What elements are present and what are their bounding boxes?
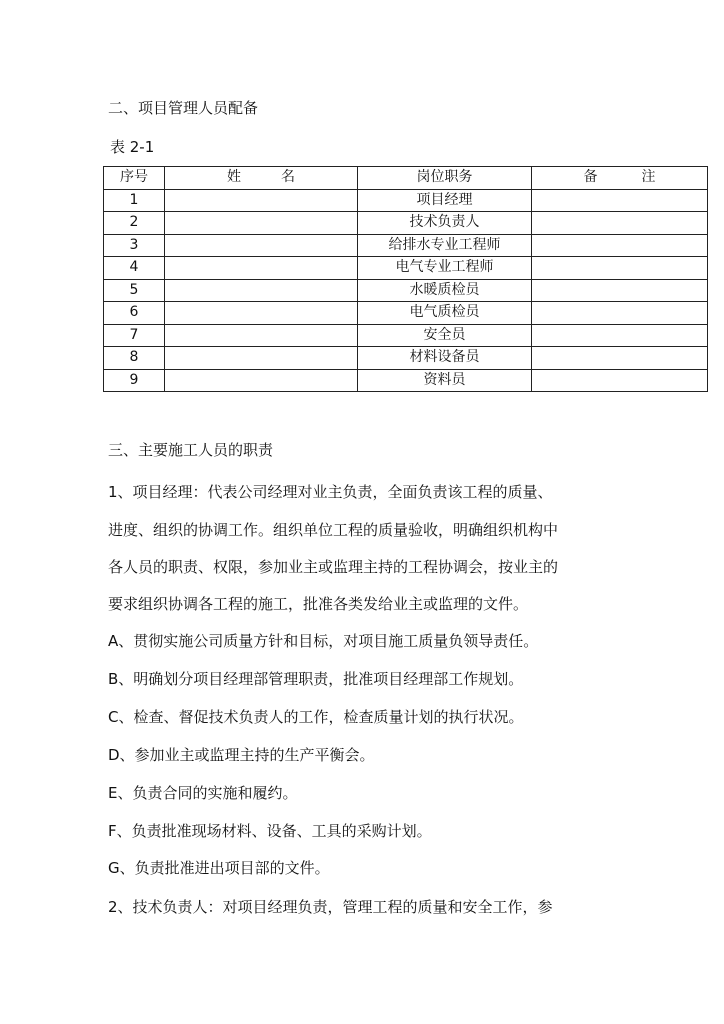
row-name — [165, 234, 358, 257]
row-index: 4 — [104, 257, 165, 280]
row-remarks — [532, 279, 708, 302]
header-position: 岗位职务 — [358, 167, 532, 190]
row-remarks — [532, 212, 708, 235]
header-index: 序号 — [104, 167, 165, 190]
row-remarks — [532, 257, 708, 280]
table-row — [104, 324, 708, 347]
row-remarks — [532, 189, 708, 212]
table-header-row — [104, 167, 708, 190]
row-index: 7 — [104, 324, 165, 347]
table-row — [104, 189, 708, 212]
row-remarks — [532, 234, 708, 257]
row-index: 2 — [104, 212, 165, 235]
staff-table — [103, 166, 708, 392]
row-name — [165, 347, 358, 370]
row-remarks — [532, 347, 708, 370]
row-position: 水暖质检员 — [358, 279, 532, 302]
row-index: 9 — [104, 369, 165, 392]
row-name — [165, 369, 358, 392]
row-index: 1 — [104, 189, 165, 212]
section-3-title: 三、主要施工人员的职责 — [108, 441, 274, 459]
row-position: 安全员 — [358, 324, 532, 347]
row-position: 资料员 — [358, 369, 532, 392]
table-row — [104, 302, 708, 325]
row-position: 技术负责人 — [358, 212, 532, 235]
row-name — [165, 279, 358, 302]
table-row — [104, 279, 708, 302]
row-position: 电气质检员 — [358, 302, 532, 325]
body-line: E、负责合同的实施和履约。 — [108, 784, 298, 802]
header-name: 姓名 — [165, 167, 358, 190]
row-remarks — [532, 324, 708, 347]
row-name — [165, 302, 358, 325]
table-row — [104, 369, 708, 392]
section-2-title: 二、项目管理人员配备 — [108, 99, 259, 117]
body-line: D、参加业主或监理主持的生产平衡会。 — [108, 746, 375, 764]
body-line: C、检查、督促技术负责人的工作，检查质量计划的执行状况。 — [108, 708, 524, 726]
row-remarks — [532, 302, 708, 325]
row-name — [165, 212, 358, 235]
table-row — [104, 212, 708, 235]
table-row — [104, 347, 708, 370]
row-position: 项目经理 — [358, 189, 532, 212]
row-name — [165, 324, 358, 347]
body-line: 2、技术负责人：对项目经理负责，管理工程的质量和安全工作，参 — [108, 898, 553, 916]
row-index: 5 — [104, 279, 165, 302]
row-position: 材料设备员 — [358, 347, 532, 370]
body-line: 各人员的职责、权限，参加业主或监理主持的工程协调会，按业主的 — [108, 558, 559, 576]
row-index: 6 — [104, 302, 165, 325]
table-row — [104, 257, 708, 280]
row-name — [165, 257, 358, 280]
row-position: 给排水专业工程师 — [358, 234, 532, 257]
body-line: F、负责批准现场材料、设备、工具的采购计划。 — [108, 822, 432, 840]
row-index: 3 — [104, 234, 165, 257]
row-remarks — [532, 369, 708, 392]
header-remarks: 备注 — [532, 167, 708, 190]
body-line: A、贯彻实施公司质量方针和目标，对项目施工质量负领导责任。 — [108, 632, 539, 650]
row-name — [165, 189, 358, 212]
table-caption: 表 2-1 — [110, 138, 155, 156]
row-index: 8 — [104, 347, 165, 370]
row-position: 电气专业工程师 — [358, 257, 532, 280]
body-line: 1、项目经理：代表公司经理对业主负责，全面负责该工程的质量、 — [108, 483, 553, 501]
body-line: 进度、组织的协调工作。组织单位工程的质量验收，明确组织机构中 — [108, 521, 559, 539]
table-row — [104, 234, 708, 257]
body-line: 要求组织协调各工程的施工，批准各类发给业主或监理的文件。 — [108, 595, 529, 613]
body-line: G、负责批准进出项目部的文件。 — [108, 859, 330, 877]
body-line: B、明确划分项目经理部管理职责，批准项目经理部工作规划。 — [108, 670, 524, 688]
